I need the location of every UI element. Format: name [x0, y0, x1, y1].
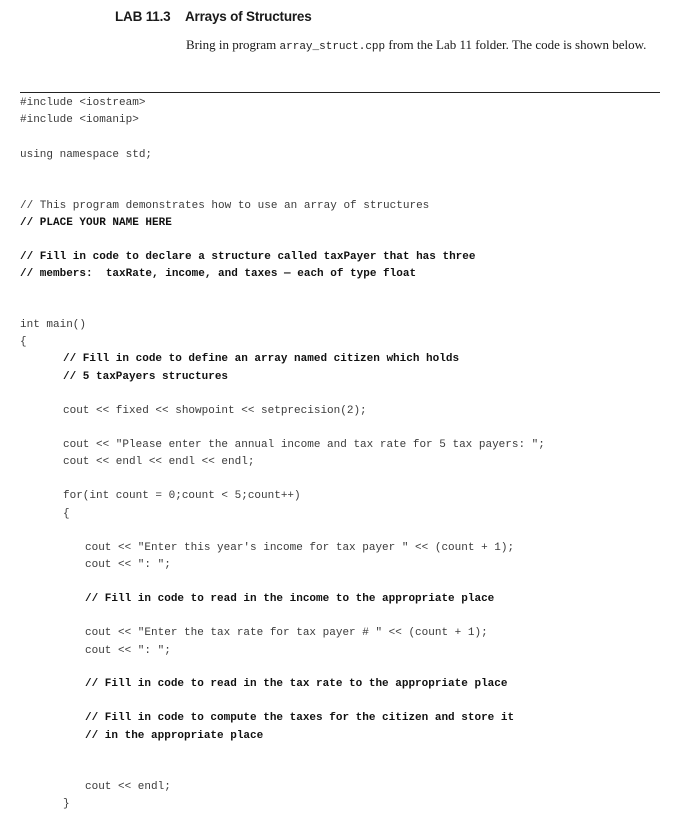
code-cout-colon-2: cout << ": ";	[85, 645, 171, 657]
code-comment-struct-1: // Fill in code to declare a structure called taxPayer that has three	[20, 251, 476, 263]
code-for-open-brace: {	[63, 508, 70, 520]
code-cout-taxrate-prompt: cout << "Enter the tax rate for tax payer # " << (count + 1);	[85, 627, 488, 639]
intro-text-before: Bring in program	[186, 37, 280, 52]
intro-filename: array_struct.cpp	[279, 41, 386, 53]
code-comment-compute-2: // in the appropriate place	[85, 730, 264, 742]
code-comment-name: // PLACE YOUR NAME HERE	[20, 217, 172, 229]
code-comment-array-1: // Fill in code to define an array named citizen which holds	[63, 353, 460, 365]
code-cout-income-prompt: cout << "Enter this year's income for tax payer " << (count + 1);	[85, 542, 515, 554]
code-cout-endl-triple: cout << endl << endl << endl;	[63, 456, 255, 468]
code-main-open-brace: {	[20, 336, 27, 348]
code-comment-demo: // This program demonstrates how to use an array of structures	[20, 200, 430, 212]
lab-title: Arrays of Structures	[185, 9, 312, 24]
code-comment-array-2: // 5 taxPayers structures	[63, 371, 229, 383]
code-comment-read-taxrate: // Fill in code to read in the tax rate to the appropriate place	[85, 678, 508, 690]
code-comment-struct-2: // members: taxRate, income, and taxes — each of type float	[20, 268, 417, 280]
code-cout-setprecision: cout << fixed << showpoint << setprecision(2);	[63, 405, 367, 417]
code-include-iostream: #include <iostream>	[20, 97, 146, 109]
intro-text-after: from the Lab 11 folder. The code is shown below.	[385, 37, 647, 52]
code-cout-prompt: cout << "Please enter the annual income and tax rate for 5 tax payers: ";	[63, 439, 545, 451]
code-comment-read-income: // Fill in code to read in the income to the appropriate place	[85, 593, 495, 605]
code-cout-colon-1: cout << ": ";	[85, 559, 171, 571]
code-for-loop: for(int count = 0;count < 5;count++)	[63, 490, 301, 502]
code-comment-compute-1: // Fill in code to compute the taxes for the citizen and store it	[85, 712, 515, 724]
code-include-iomanip: #include <iomanip>	[20, 114, 139, 126]
code-cout-endl: cout << endl;	[85, 781, 171, 793]
code-using-namespace: using namespace std;	[20, 149, 153, 161]
lab-number: LAB 11.3	[115, 9, 171, 24]
code-main-signature: int main()	[20, 319, 87, 331]
code-for-close-brace: }	[63, 798, 70, 810]
